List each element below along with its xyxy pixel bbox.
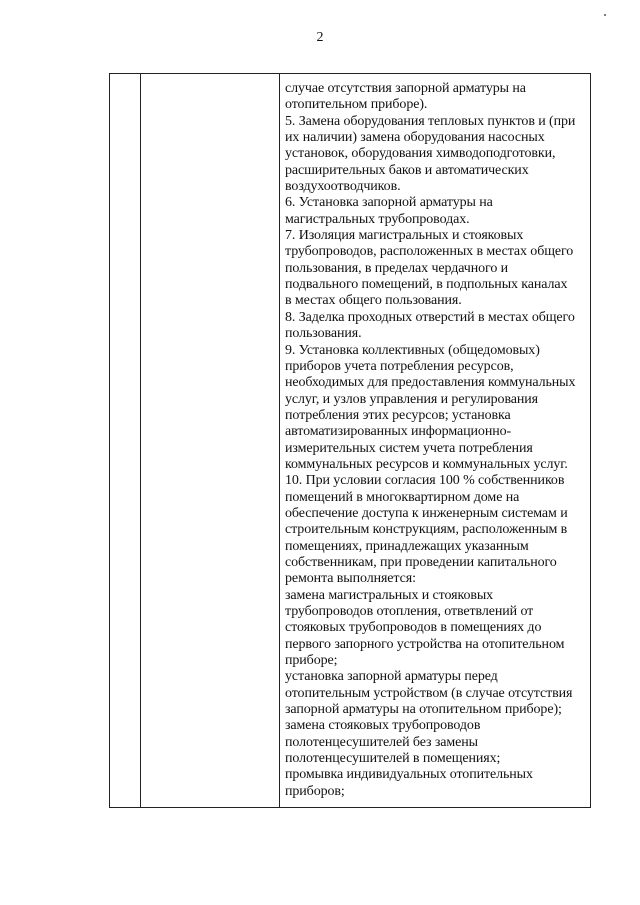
text-line: помещениях, принадлежащих указанным [285, 538, 529, 554]
text-line: приборе; [285, 653, 338, 669]
text-line: трубопроводов, расположенных в местах общего [285, 244, 574, 260]
text-line: первого запорного устройства на отопительном [285, 636, 565, 652]
text-line: собственникам, при проведении капитального [285, 554, 557, 570]
text-line: приборов учета потребления ресурсов, [285, 358, 514, 374]
text-line: случае отсутствия запорной арматуры на [285, 81, 526, 96]
text-line: подвального помещений, в подпольных каналах [285, 277, 568, 293]
text-line: полотенцесушителей в помещениях; [285, 751, 501, 767]
text-line: отопительным устройством (в случае отсутствия [285, 685, 573, 701]
text-line: магистральных трубопроводах. [285, 211, 470, 227]
works-description-cell [285, 81, 590, 800]
text-line: строительным конструкциям, расположенным в [285, 522, 568, 538]
text-line: приборов; [285, 783, 345, 799]
text-line: запорной арматуры на отопительном приборе); [285, 702, 562, 718]
text-line: замена стояковых трубопроводов [285, 718, 481, 734]
text-line: 7. Изоляция магистральных и стояковых [285, 228, 524, 244]
page-number: 2 [316, 30, 324, 45]
text-line: коммунальных ресурсов и коммунальных услуг. [285, 456, 568, 472]
text-line: пользования, в пределах чердачного и [285, 260, 509, 276]
text-line: измерительных систем учета потребления [285, 440, 533, 456]
text-line: пользования. [285, 326, 362, 342]
text-line: необходимых для предоставления коммунальных [285, 375, 576, 391]
text-line: стояковых трубопроводов в помещениях до [285, 620, 542, 636]
text-line: в местах общего пользования. [285, 293, 462, 309]
text-line: 5. Замена оборудования тепловых пунктов и (при [285, 113, 576, 129]
text-line: автоматизированных информационно- [285, 424, 512, 440]
works-table [109, 73, 591, 808]
text-line: полотенцесушителей без замены [285, 734, 478, 750]
column-divider-2 [279, 74, 280, 807]
text-line: помещений в многоквартирном доме на [285, 489, 520, 505]
text-line: трубопроводов отопления, ответвлений от [285, 604, 534, 619]
text-line: 9. Установка коллективных (общедомовых) [285, 342, 540, 358]
text-line: расширительных баков и автоматических [285, 162, 529, 178]
text-line: установок, оборудования химводоподготовки, [285, 146, 556, 162]
column-divider-1 [140, 74, 141, 807]
scan-speck [604, 14, 606, 16]
text-line: отопительном приборе). [285, 97, 428, 113]
text-line: ремонта выполняется: [285, 571, 416, 587]
text-line: обеспечение доступа к инженерным системам и [285, 505, 568, 521]
text-line: 8. Заделка проходных отверстий в местах общего [285, 309, 575, 325]
text-line: услуг, и узлов управления и регулирования [285, 391, 539, 407]
text-line: установка запорной арматуры перед [285, 669, 498, 685]
text-line: их наличии) замена оборудования насосных [285, 130, 545, 146]
text-line: промывка индивидуальных отопительных [285, 767, 533, 783]
text-line: 6. Установка запорной арматуры на [285, 195, 493, 211]
text-line: воздухоотводчиков. [285, 179, 401, 195]
text-line: 10. При условии согласия 100 % собственников [285, 473, 565, 489]
text-line: потребления этих ресурсов; установка [285, 407, 511, 423]
text-line: замена магистральных и стояковых [285, 587, 494, 603]
